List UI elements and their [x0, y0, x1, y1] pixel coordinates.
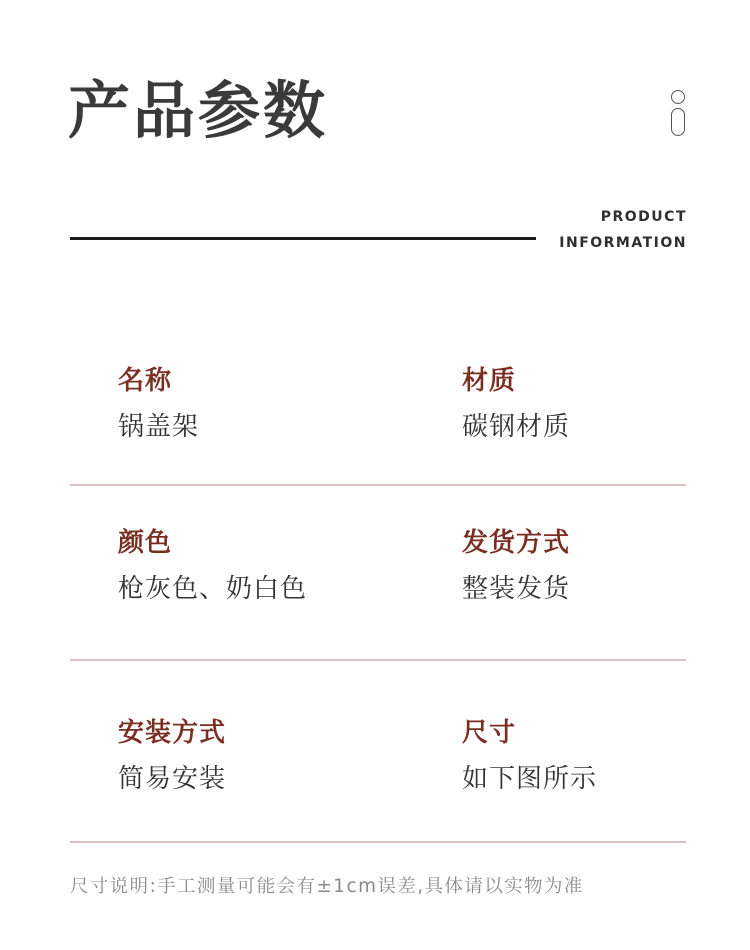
spec-value: 整装发货 [462, 574, 571, 604]
spec-value: 简易安装 [118, 764, 227, 794]
caption-line-2: INFORMATION [559, 235, 687, 251]
ring-icon [671, 90, 685, 104]
decorative-ring-pill-icon [670, 90, 686, 140]
page-title: 产品参数 [68, 74, 329, 147]
spec-label: 尺寸 [462, 718, 517, 748]
spec-label: 材质 [462, 366, 517, 396]
caption-line-1: PRODUCT [600, 209, 687, 225]
spec-material [462, 366, 570, 442]
spec-value: 碳钢材质 [462, 412, 571, 442]
row-divider [70, 659, 686, 661]
spec-label: 名称 [118, 366, 173, 396]
size-disclaimer: 尺寸说明:手工测量可能会有±1cm误差,具体请以实物为准 [70, 876, 584, 897]
spec-installation [118, 718, 226, 794]
header-rule [70, 237, 536, 240]
spec-label: 颜色 [118, 528, 173, 558]
spec-value: 锅盖架 [118, 412, 200, 442]
row-divider [70, 841, 686, 843]
spec-label: 发货方式 [462, 528, 571, 558]
row-divider [70, 484, 686, 486]
spec-shipping [462, 528, 570, 604]
spec-size [462, 718, 597, 794]
spec-value: 枪灰色、奶白色 [118, 574, 308, 604]
spec-color [118, 528, 307, 604]
spec-name [118, 366, 199, 442]
spec-label: 安装方式 [118, 718, 227, 748]
product-information-caption [559, 204, 687, 256]
pill-icon [671, 108, 685, 136]
spec-value: 如下图所示 [462, 764, 598, 794]
